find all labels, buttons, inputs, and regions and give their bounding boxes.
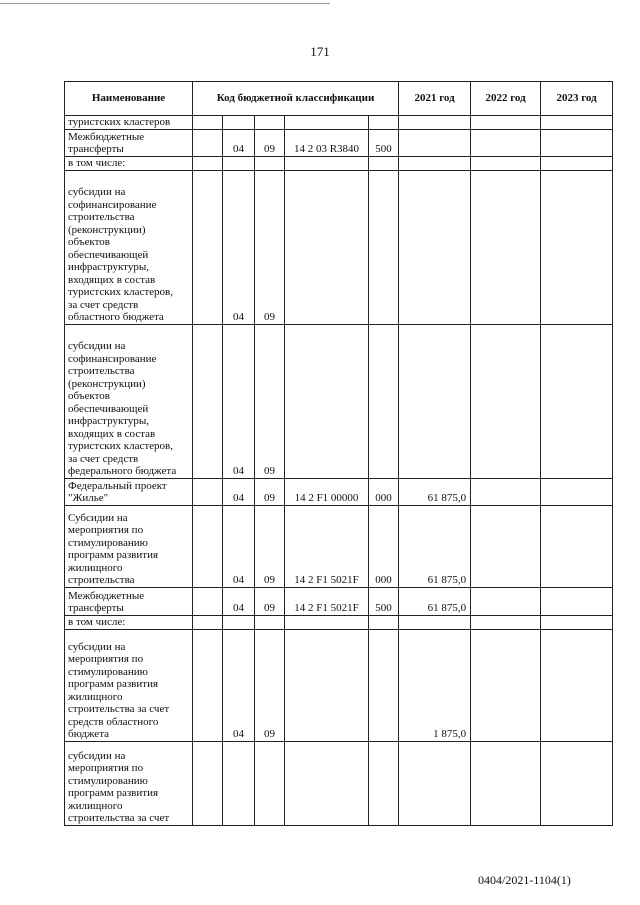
page-number: 171: [310, 44, 330, 59]
code-expense-type: 000: [369, 505, 399, 587]
header-2022: 2022 год: [471, 82, 541, 116]
code-expense-type: [369, 615, 399, 629]
code-expense-type: [369, 170, 399, 324]
code-expense-type: [369, 156, 399, 170]
value-2021: [399, 156, 471, 170]
value-2021: 1 875,0: [399, 629, 471, 741]
row-name: Федеральный проект "Жилье": [65, 478, 193, 505]
table-row: [65, 741, 613, 825]
code-section: [223, 615, 255, 629]
spacer-cell: [193, 629, 223, 741]
value-2022: [471, 156, 541, 170]
value-2021: [399, 170, 471, 324]
value-2023: [541, 156, 613, 170]
code-expense-type: 000: [369, 478, 399, 505]
table-row: [65, 116, 613, 130]
code-section: 04: [223, 129, 255, 156]
code-subsection: 09: [255, 129, 285, 156]
code-expense-type: [369, 741, 399, 825]
row-name: субсидии на софинансирование строительства (реконструкции) объектов обеспечивающей инфраструктуры, входящих в состав туристских кластеров, за счет средств федерального бюджета: [65, 324, 193, 478]
value-2022: [471, 587, 541, 615]
row-name: Субсидии на мероприятия по стимулированию программ развития жилищного строительства: [65, 505, 193, 587]
row-name: субсидии на мероприятия по стимулированию программ развития жилищного строительства за счет средств областного бюджета: [65, 629, 193, 741]
table-row: [65, 629, 613, 741]
header-2021: 2021 год: [399, 82, 471, 116]
table-row: [65, 129, 613, 156]
code-target-article: [285, 741, 369, 825]
code-target-article: 14 2 F1 00000: [285, 478, 369, 505]
code-target-article: 14 2 F1 5021F: [285, 505, 369, 587]
code-expense-type: [369, 324, 399, 478]
value-2023: [541, 505, 613, 587]
value-2023: [541, 587, 613, 615]
value-2021: 61 875,0: [399, 505, 471, 587]
table-row: [65, 505, 613, 587]
value-2022: [471, 129, 541, 156]
row-name: Межбюджетные трансферты: [65, 587, 193, 615]
spacer-cell: [193, 505, 223, 587]
value-2023: [541, 324, 613, 478]
code-section: 04: [223, 478, 255, 505]
code-expense-type: 500: [369, 587, 399, 615]
code-subsection: [255, 156, 285, 170]
code-section: 04: [223, 505, 255, 587]
top-scan-rule: [0, 3, 330, 4]
row-name: Межбюджетные трансферты: [65, 129, 193, 156]
value-2022: [471, 629, 541, 741]
spacer-cell: [193, 478, 223, 505]
table-row: [65, 324, 613, 478]
value-2021: [399, 615, 471, 629]
code-section: 04: [223, 170, 255, 324]
value-2021: 61 875,0: [399, 478, 471, 505]
spacer-cell: [193, 156, 223, 170]
code-section: 04: [223, 324, 255, 478]
value-2021: [399, 116, 471, 130]
value-2023: [541, 170, 613, 324]
value-2022: [471, 615, 541, 629]
value-2023: [541, 629, 613, 741]
code-target-article: [285, 324, 369, 478]
value-2021: 61 875,0: [399, 587, 471, 615]
code-expense-type: 500: [369, 129, 399, 156]
spacer-cell: [193, 129, 223, 156]
spacer-cell: [193, 587, 223, 615]
table-row: [65, 615, 613, 629]
spacer-cell: [193, 615, 223, 629]
code-subsection: [255, 741, 285, 825]
value-2023: [541, 478, 613, 505]
code-subsection: 09: [255, 324, 285, 478]
table-row: [65, 587, 613, 615]
table-row: [65, 478, 613, 505]
spacer-cell: [193, 324, 223, 478]
value-2022: [471, 324, 541, 478]
spacer-cell: [193, 170, 223, 324]
code-target-article: 14 2 F1 5021F: [285, 587, 369, 615]
value-2021: [399, 129, 471, 156]
value-2023: [541, 615, 613, 629]
code-target-article: [285, 629, 369, 741]
code-section: [223, 116, 255, 130]
code-subsection: [255, 116, 285, 130]
value-2021: [399, 324, 471, 478]
code-section: 04: [223, 629, 255, 741]
code-target-article: [285, 170, 369, 324]
value-2022: [471, 505, 541, 587]
value-2023: [541, 129, 613, 156]
code-subsection: 09: [255, 587, 285, 615]
value-2023: [541, 741, 613, 825]
row-name: в том числе:: [65, 615, 193, 629]
row-name: в том числе:: [65, 156, 193, 170]
code-subsection: 09: [255, 505, 285, 587]
code-target-article: [285, 615, 369, 629]
code-subsection: 09: [255, 478, 285, 505]
spacer-cell: [193, 116, 223, 130]
value-2021: [399, 741, 471, 825]
spacer-cell: [193, 741, 223, 825]
value-2023: [541, 116, 613, 130]
code-section: [223, 156, 255, 170]
value-2022: [471, 741, 541, 825]
code-section: [223, 741, 255, 825]
value-2022: [471, 170, 541, 324]
table-header-row: [65, 82, 613, 116]
row-name: туристских кластеров: [65, 116, 193, 130]
code-expense-type: [369, 116, 399, 130]
code-section: 04: [223, 587, 255, 615]
code-subsection: 09: [255, 170, 285, 324]
row-name: субсидии на софинансирование строительства (реконструкции) объектов обеспечивающей инфраструктуры, входящих в состав туристских кластеров, за счет средств областного бюджета: [65, 170, 193, 324]
code-target-article: [285, 116, 369, 130]
code-subsection: [255, 615, 285, 629]
row-name: субсидии на мероприятия по стимулированию программ развития жилищного строительства за счет: [65, 741, 193, 825]
header-budget-code: Код бюджетной классификации: [193, 82, 399, 116]
table-row: [65, 156, 613, 170]
table-row: [65, 170, 613, 324]
header-2023: 2023 год: [541, 82, 613, 116]
budget-table: [64, 81, 613, 826]
header-name: Наименование: [65, 82, 193, 116]
value-2022: [471, 478, 541, 505]
code-target-article: 14 2 03 R3840: [285, 129, 369, 156]
code-expense-type: [369, 629, 399, 741]
code-subsection: 09: [255, 629, 285, 741]
code-target-article: [285, 156, 369, 170]
value-2022: [471, 116, 541, 130]
document-code: 0404/2021-1104(1): [478, 873, 571, 887]
